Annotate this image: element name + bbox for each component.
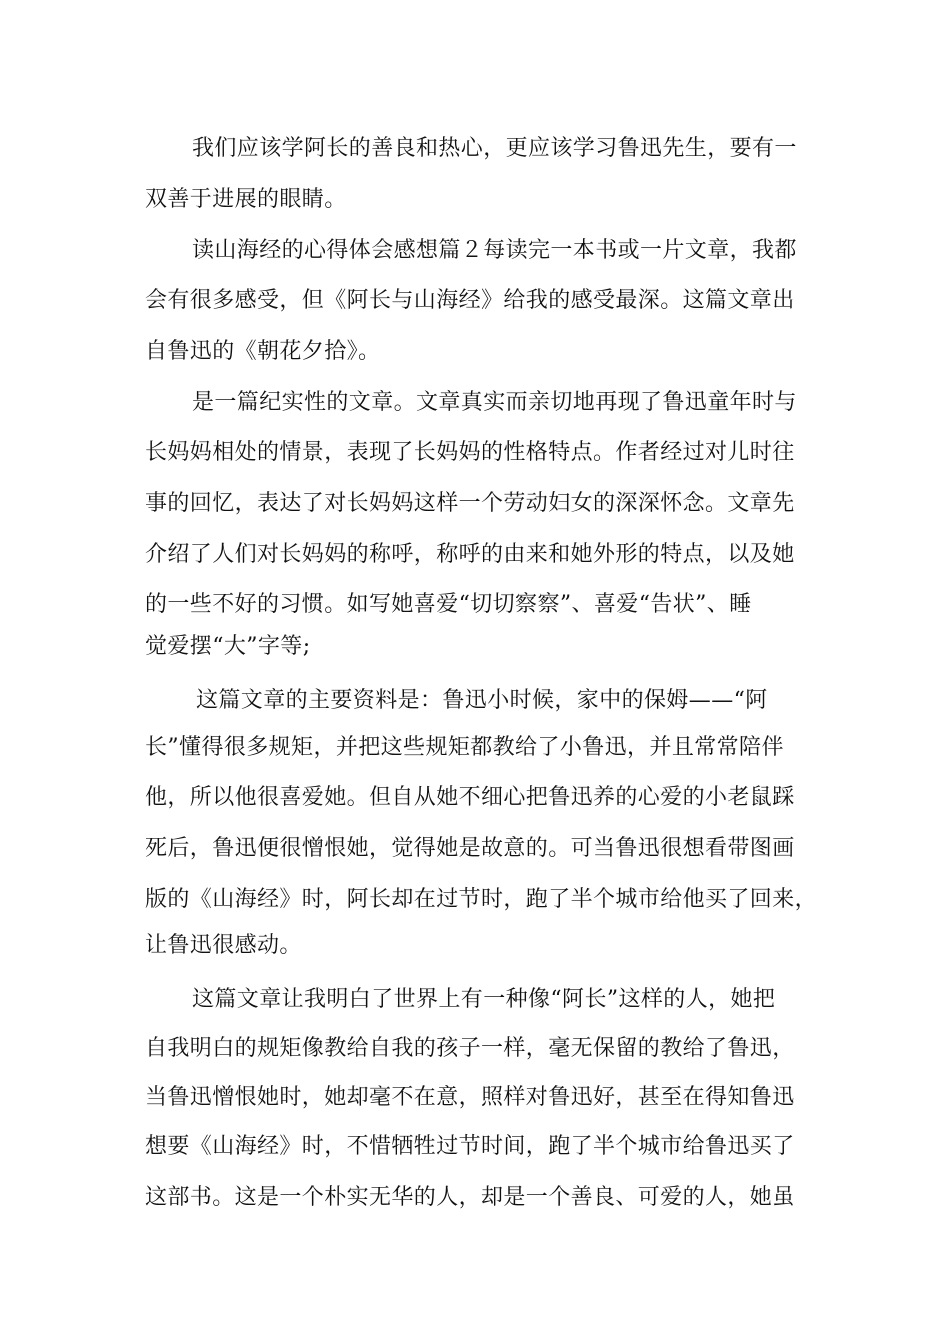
text-line: 事的回忆，表达了对长妈妈这样一个劳动妇女的深深怀念。文章先: [145, 491, 795, 516]
text-line: 会有很多感受，但《阿长与山海经》给我的感受最深。这篇文章出: [145, 288, 795, 313]
text-line: 是一篇纪实性的文章。文章真实而亲切地再现了鲁迅童年时与: [192, 390, 797, 415]
text-line: 双善于进展的眼睛。: [145, 187, 347, 212]
text-line: 这篇文章让我明白了世界上有一种像“阿长”这样的人，她把: [192, 987, 776, 1012]
text-line: 的一些不好的习惯。如写她喜爱“切切察察”、喜爱“告状”、睡: [145, 592, 752, 617]
text-line: 版的《山海经》时，阿长却在过节时，跑了半个城市给他买了回来，: [145, 887, 818, 912]
text-line: 觉爱摆“大”字等;: [145, 634, 311, 659]
text-line: 介绍了人们对长妈妈的称呼，称呼的由来和她外形的特点，以及她: [145, 542, 795, 567]
text-line: 当鲁迅憎恨她时，她却毫不在意，照样对鲁迅好，甚至在得知鲁迅: [145, 1085, 795, 1110]
text-line: 自鲁迅的《朝花夕拾》。: [145, 339, 381, 364]
text-line: 想要《山海经》时，不惜牺牲过节时间，跑了半个城市给鲁迅买了: [145, 1134, 795, 1159]
text-line: 这部书。这是一个朴实无华的人，却是一个善良、可爱的人，她虽: [145, 1185, 795, 1210]
text-line: 让鲁迅很感动。: [145, 933, 302, 958]
text-line: 长妈妈相处的情景，表现了长妈妈的性格特点。作者经过对儿时往: [145, 440, 795, 465]
text-line: 自我明白的规矩像教给自我的孩子一样，毫无保留的教给了鲁迅，: [145, 1036, 795, 1061]
text-line: 死后，鲁迅便很憎恨她，觉得她是故意的。可当鲁迅很想看带图画: [145, 836, 795, 861]
text-line: 我们应该学阿长的善良和热心，更应该学习鲁迅先生，要有一: [192, 136, 797, 161]
text-line: 这篇文章的主要资料是：鲁迅小时候，家中的保姆——“阿: [196, 688, 768, 713]
text-line: 长”懂得很多规矩，并把这些规矩都教给了小鲁迅，并且常常陪伴: [145, 735, 784, 760]
text-line: 读山海经的心得体会感想篇２每读完一本书或一片文章，我都: [192, 238, 797, 263]
text-line: 他，所以他很喜爱她。但自从她不细心把鲁迅养的心爱的小老鼠踩: [145, 785, 795, 810]
